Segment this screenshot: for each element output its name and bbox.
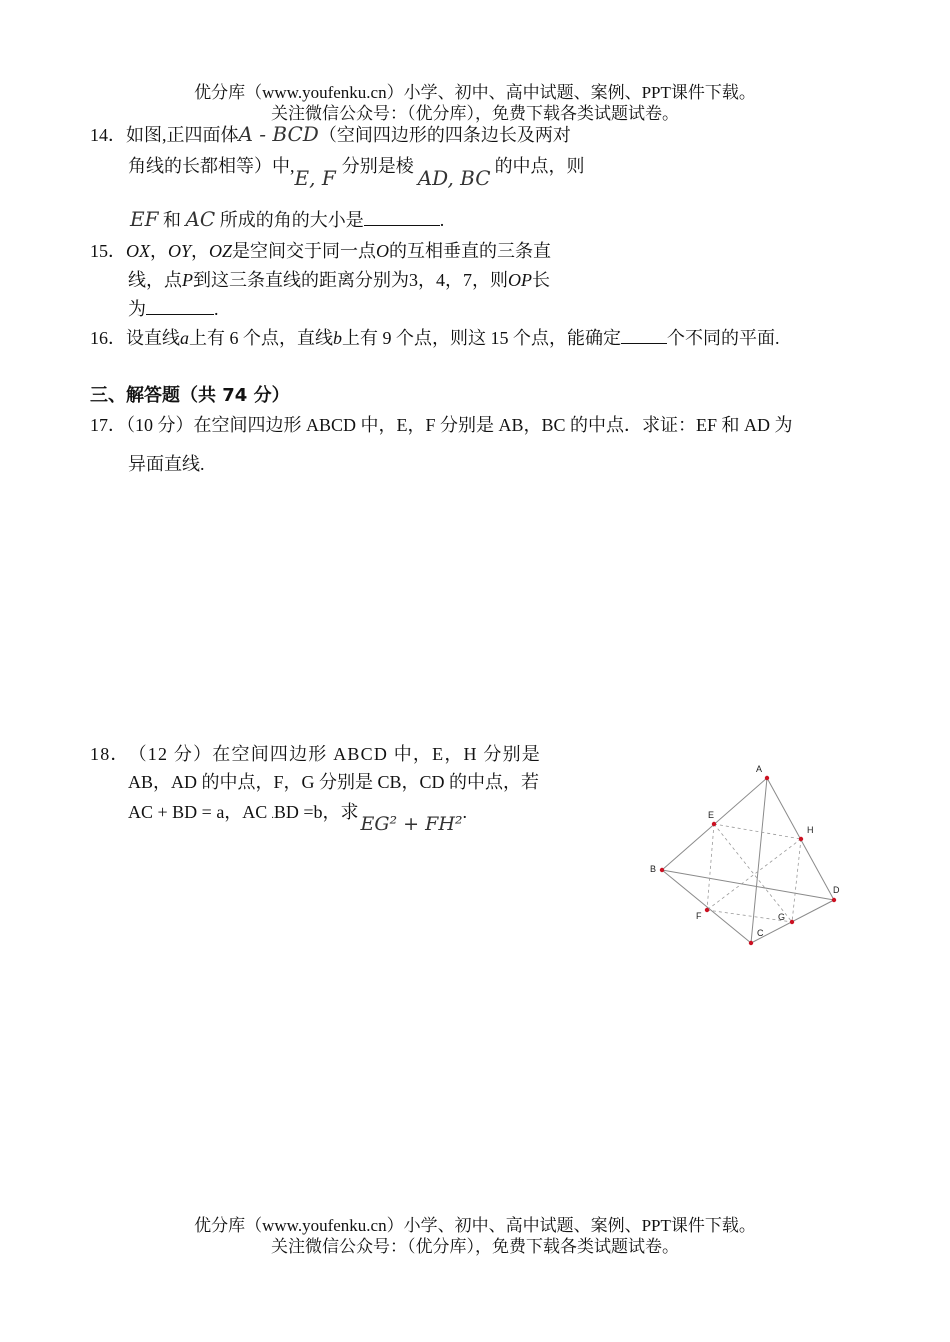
q17-line-2: 异面直线. [128, 454, 205, 474]
q16-answer-blank [621, 329, 667, 344]
label-h: H [807, 825, 814, 835]
edge-ac [751, 778, 767, 943]
figure-points [660, 776, 836, 945]
q17-text: （10 分）在空间四边形 ABCD 中，E，F 分别是 AB，BC 的中点．求证：EF 和 AD 为 [126, 415, 793, 435]
q18-text: AC + BD = a，AC [128, 802, 268, 822]
edge-bc [662, 870, 751, 943]
q14-math-ef2: EF [130, 207, 159, 231]
q18-text: . [462, 802, 468, 822]
q15-comma: ， [150, 241, 168, 261]
q16-text: 上有 9 个点，则这 15 个点，能确定 [342, 328, 621, 348]
label-b: B [650, 864, 657, 874]
q15-axis-oz: OZ [209, 241, 233, 261]
q16-text: 设直线 [126, 328, 180, 348]
q17-line-1 [90, 411, 793, 437]
q15-point-p: P [182, 270, 193, 290]
point-h [799, 837, 803, 841]
q15-line-3 [128, 295, 219, 321]
segment-hg [792, 839, 801, 922]
q14-text: 的中点，则 [494, 156, 585, 176]
q14-text: （空间四边形的四条边长及两对 [318, 125, 571, 145]
point-e [712, 822, 716, 826]
point-d [832, 898, 836, 902]
q14-text: 和 [162, 210, 181, 230]
q15-text: 为 [128, 299, 146, 319]
q18-text: BD =b，求 [273, 802, 359, 822]
label-c: C [757, 928, 764, 938]
q16-text: 上有 6 个点，直线 [189, 328, 333, 348]
q15-text: . [214, 299, 219, 319]
q15-text: 线，点 [128, 270, 182, 290]
q16-number: 16． [90, 328, 126, 348]
q18-text: （12 分）在空间四边形 ABCD 中，E，H 分别是 [137, 744, 542, 764]
q16-line [90, 324, 780, 350]
q14-answer-blank [364, 211, 440, 226]
q14-text: 所成的角的大小是 [219, 210, 364, 230]
point-f [705, 908, 709, 912]
point-c [749, 941, 753, 945]
q15-answer-blank [146, 300, 214, 315]
q15-comma: ， [191, 241, 210, 261]
q14-math-edges: AD, BC [417, 166, 491, 190]
q14-text: 分别是棱 [341, 156, 414, 176]
header-line-1: 优分库（www.youfenku.cn）小学、初中、高中试题、案例、PPT课件下载。 [194, 83, 756, 102]
q15-segment-op: OP [508, 270, 532, 290]
q15-line-1 [90, 237, 551, 263]
q14-math-tetrahedron: A - BCD [238, 122, 319, 146]
segment-fh [707, 839, 801, 910]
q14-number: 14． [90, 125, 126, 145]
label-d: D [833, 885, 840, 895]
segment-eg [714, 824, 792, 922]
section-3-title: 三、解答题（共 74 分） [90, 385, 290, 406]
q17-number: 17． [90, 415, 126, 435]
label-f: F [696, 911, 702, 921]
q14-text: 如图,正四面体 [126, 125, 239, 145]
q16-line-a: a [180, 328, 189, 348]
label-e: E [708, 810, 715, 820]
q14-line-2 [128, 152, 585, 190]
q14-math-ac: AC [185, 207, 216, 231]
segment-ef [707, 824, 714, 910]
point-b [660, 868, 664, 872]
q15-axis-ox: OX [126, 241, 150, 261]
q14-text: . [439, 210, 445, 230]
q18-number: 18． [90, 744, 130, 764]
q15-text: 到这三条直线的距离分别为3，4，7，则 [193, 270, 508, 290]
q14-line-1 [90, 121, 571, 147]
q15-axis-oy: OY [168, 241, 192, 261]
q15-point-o: O [376, 241, 390, 261]
q16-text: 个不同的平面. [667, 328, 780, 348]
label-a: A [756, 764, 763, 774]
q14-text: 角线的长都相等）中, [128, 156, 295, 176]
segment-eh [714, 824, 801, 839]
q15-line-2 [128, 266, 550, 292]
q15-text: 长 [532, 270, 550, 290]
header-line-2: 关注微信公众号：（优分库），免费下载各类试题试卷。 [271, 104, 679, 123]
q15-text: 的互相垂直的三条直 [389, 241, 552, 261]
edge-bd [662, 870, 834, 900]
quadrilateral-figure [640, 755, 860, 955]
q18-line-2: AB，AD 的中点，F，G 分别是 CB，CD 的中点，若 [128, 772, 540, 792]
q15-text: 是空间交于同一点 [232, 241, 377, 261]
q14-line-3 [130, 206, 444, 232]
q18-line-3 [128, 798, 468, 835]
q18-line-1 [90, 740, 541, 766]
footer-line-1: 优分库（www.youfenku.cn）小学、初中、高中试题、案例、PPT课件下载。 [194, 1216, 756, 1235]
footer-line-2: 关注微信公众号：（优分库），免费下载各类试题试卷。 [271, 1237, 679, 1256]
q14-math-ef: E, F [294, 166, 336, 190]
q15-number: 15． [90, 241, 126, 261]
q18-math-expression: EG² + FH² [360, 813, 463, 835]
point-a [765, 776, 769, 780]
q16-line-b: b [333, 328, 342, 348]
q18-dot: . [271, 810, 274, 821]
label-g: G [778, 912, 786, 922]
point-g [790, 920, 794, 924]
